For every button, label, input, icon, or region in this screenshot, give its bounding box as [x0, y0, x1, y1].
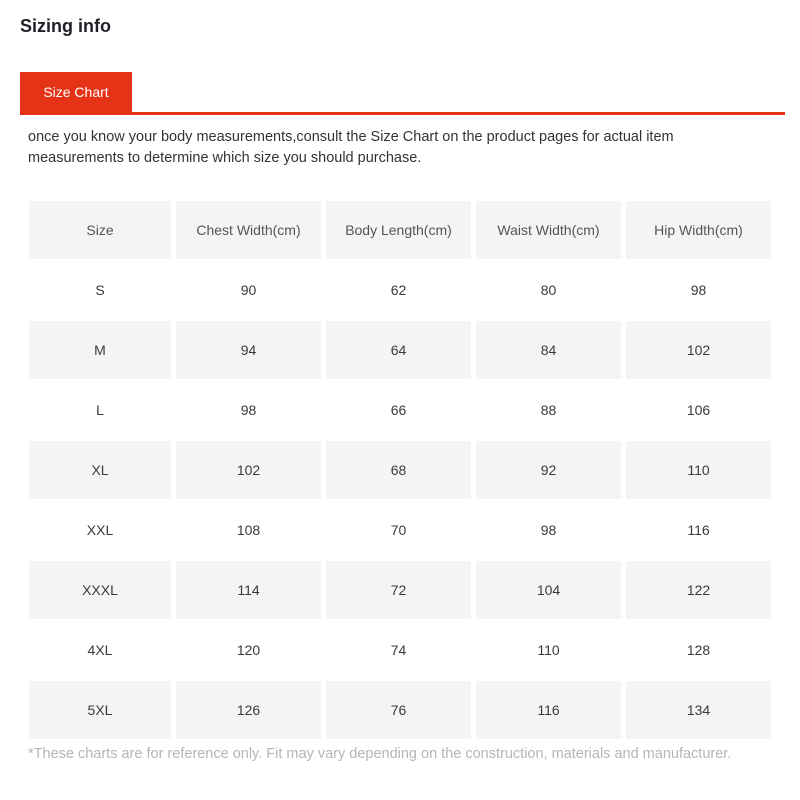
size-label-cell: XXL — [29, 501, 171, 559]
measurement-cell: 80 — [476, 261, 621, 319]
table-row — [29, 681, 771, 739]
measurement-cell: 114 — [176, 561, 321, 619]
measurement-cell: 116 — [476, 681, 621, 739]
size-label-cell: 5XL — [29, 681, 171, 739]
column-header: Hip Width(cm) — [626, 201, 771, 259]
size-table-head-row — [29, 201, 771, 259]
tab-size-chart[interactable]: Size Chart — [20, 72, 132, 112]
table-row — [29, 381, 771, 439]
tab-bar — [20, 72, 785, 115]
measurement-cell: 122 — [626, 561, 771, 619]
measurement-cell: 74 — [326, 621, 471, 679]
measurement-cell: 98 — [176, 381, 321, 439]
measurement-cell: 72 — [326, 561, 471, 619]
column-header: Body Length(cm) — [326, 201, 471, 259]
measurement-cell: 110 — [626, 441, 771, 499]
measurement-cell: 98 — [476, 501, 621, 559]
measurement-cell: 106 — [626, 381, 771, 439]
size-label-cell: M — [29, 321, 171, 379]
size-label-cell: XL — [29, 441, 171, 499]
measurement-cell: 98 — [626, 261, 771, 319]
size-chart-description: once you know your body measurements,consult the Size Chart on the product pages for actual item measurements to determine which size you should purchase. — [28, 129, 674, 166]
column-header: Waist Width(cm) — [476, 201, 621, 259]
table-row — [29, 441, 771, 499]
table-row — [29, 501, 771, 559]
table-row — [29, 261, 771, 319]
measurement-cell: 102 — [626, 321, 771, 379]
measurement-cell: 92 — [476, 441, 621, 499]
measurement-cell: 84 — [476, 321, 621, 379]
size-label-cell: S — [29, 261, 171, 319]
table-row — [29, 561, 771, 619]
measurement-cell: 62 — [326, 261, 471, 319]
measurement-cell: 76 — [326, 681, 471, 739]
page-title: Sizing info — [20, 16, 111, 36]
measurement-cell: 134 — [626, 681, 771, 739]
reference-footnote: *These charts are for reference only. Fit may vary depending on the construction, materials and manufacturer. — [28, 746, 732, 762]
measurement-cell: 120 — [176, 621, 321, 679]
column-header: Size — [29, 201, 171, 259]
size-table-body — [29, 261, 771, 739]
measurement-cell: 102 — [176, 441, 321, 499]
measurement-cell: 90 — [176, 261, 321, 319]
measurement-cell: 68 — [326, 441, 471, 499]
size-chart-table — [24, 199, 776, 741]
measurement-cell: 94 — [176, 321, 321, 379]
measurement-cell: 64 — [326, 321, 471, 379]
measurement-cell: 116 — [626, 501, 771, 559]
column-header: Chest Width(cm) — [176, 201, 321, 259]
sizing-info-section — [0, 14, 800, 800]
table-row — [29, 321, 771, 379]
table-row — [29, 621, 771, 679]
measurement-cell: 66 — [326, 381, 471, 439]
size-label-cell: 4XL — [29, 621, 171, 679]
size-label-cell: XXXL — [29, 561, 171, 619]
measurement-cell: 110 — [476, 621, 621, 679]
measurement-cell: 88 — [476, 381, 621, 439]
measurement-cell: 70 — [326, 501, 471, 559]
size-label-cell: L — [29, 381, 171, 439]
measurement-cell: 128 — [626, 621, 771, 679]
measurement-cell: 104 — [476, 561, 621, 619]
measurement-cell: 108 — [176, 501, 321, 559]
measurement-cell: 126 — [176, 681, 321, 739]
